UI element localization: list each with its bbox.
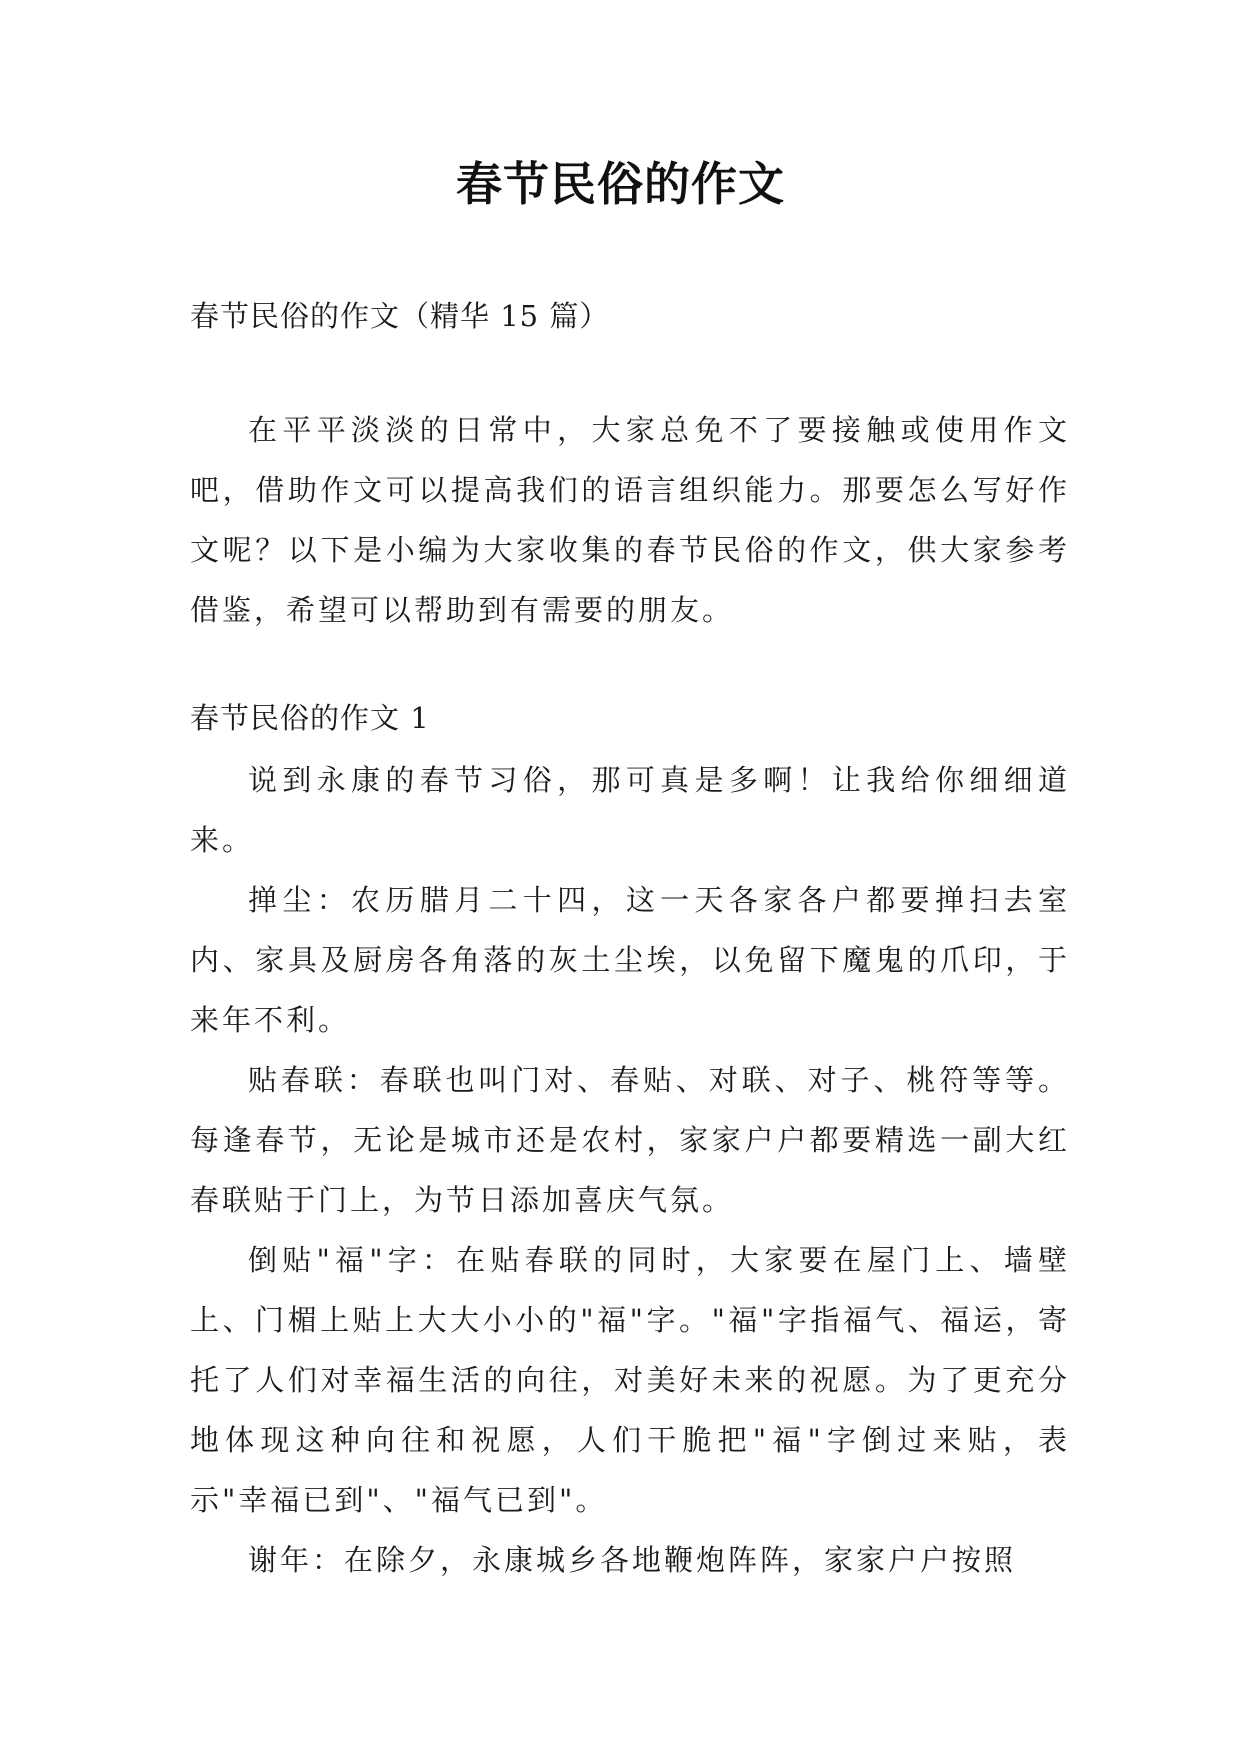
body-paragraph: 掸尘：农历腊月二十四，这一天各家各户都要掸扫去室内、家具及厨房各角落的灰土尘埃，以免留下魔鬼的爪印，于来年不利。 — [190, 883, 1070, 1037]
section-heading — [190, 688, 1070, 748]
document-title: 春节民俗的作文 — [456, 157, 785, 211]
body-paragraph: 贴春联：春联也叫门对、春贴、对联、对子、桃符等等。每逢春节，无论是城市还是农村，家家户户都要精选一副大红春联贴于门上，为节日添加喜庆气氛。 — [190, 1063, 1070, 1217]
section-heading-text: 春节民俗的作文 1 — [190, 701, 430, 735]
body-paragraphs — [190, 750, 1070, 1590]
body-paragraph: 倒贴"福"字：在贴春联的同时，大家要在屋门上、墙壁上、门楣上贴上大大小小的"福"字。"福"字指福气、福运，寄托了人们对幸福生活的向往，对美好未来的祝愿。为了更充分地体现这种向往和祝愿，人们干脆把"福"字倒过来贴，表示"幸福已到"、"福气已到"。 — [190, 1243, 1070, 1517]
subtitle-text: 春节民俗的作文（精华 15 篇） — [190, 299, 610, 333]
body-paragraph: 谢年：在除夕，永康城乡各地鞭炮阵阵，家家户户按照 — [248, 1543, 1017, 1577]
intro-paragraph — [190, 400, 1070, 640]
intro-text: 在平平淡淡的日常中，大家总免不了要接触或使用作文吧，借助作文可以提高我们的语言组织能力。那要怎么写好作文呢？以下是小编为大家收集的春节民俗的作文，供大家参考借鉴，希望可以帮助到有需要的朋友。 — [190, 413, 1070, 627]
body-paragraph: 说到永康的春节习俗，那可真是多啊！让我给你细细道来。 — [190, 763, 1070, 857]
document-subtitle — [190, 286, 1070, 346]
